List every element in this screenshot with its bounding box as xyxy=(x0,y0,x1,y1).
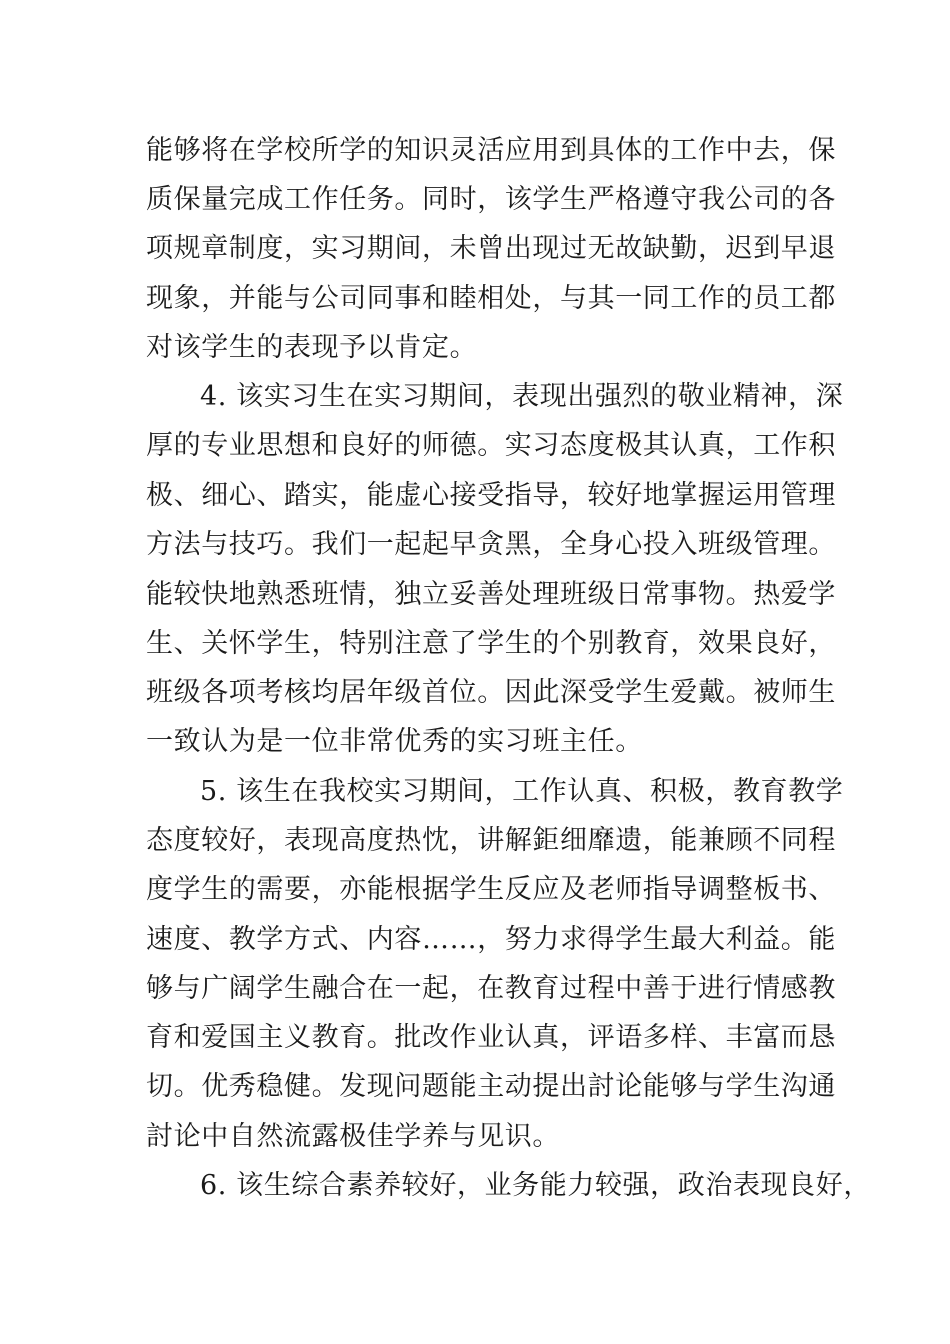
paragraph-6-start: 6. 该生综合素养较好，业务能力较强，政治表现良好， xyxy=(200,1170,871,1201)
text-line: 项规章制度，实习期间，未曾出现过无故缺勤，迟到早退 xyxy=(146,233,836,264)
text-line: 方法与技巧。我们一起起早贪黑，全身心投入班级管理。 xyxy=(146,529,836,560)
text-line: 速度、教学方式、内容……，努力求得学生最大利益。能 xyxy=(146,924,836,955)
text-line: 班级各项考核均居年级首位。因此深受学生爱戴。被师生 xyxy=(146,677,836,708)
text-line: 现象，并能与公司同事和睦相处，与其一同工作的员工都 xyxy=(146,283,836,314)
text-line: 能较快地熟悉班情，独立妥善处理班级日常事物。热爱学 xyxy=(146,579,836,610)
text-line: 态度较好，表现高度热忱，讲解鉅细靡遗，能兼顾不同程 xyxy=(146,825,836,856)
text-line: 厚的专业思想和良好的师德。实习态度极其认真，工作积 xyxy=(146,430,836,461)
text-line: 討论中自然流露极佳学养与见识。 xyxy=(146,1121,560,1152)
text-line: 对该学生的表现予以肯定。 xyxy=(146,332,478,363)
text-line: 育和爱国主义教育。批改作业认真，评语多样、丰富而恳 xyxy=(146,1022,836,1053)
text-line: 生、关怀学生，特别注意了学生的个别教育，效果良好， xyxy=(146,628,836,659)
text-line: 一致认为是一位非常优秀的实习班主任。 xyxy=(146,726,643,757)
paragraph-4-start: 4. 该实习生在实习期间，表现出强烈的敬业精神，深 xyxy=(200,381,844,412)
text-line: 能够将在学校所学的知识灵活应用到具体的工作中去，保 xyxy=(146,135,836,166)
text-line: 够与广阔学生融合在一起，在教育过程中善于进行情感教 xyxy=(146,973,836,1004)
text-line: 度学生的需要，亦能根据学生反应及老师指导调整板书、 xyxy=(146,874,836,905)
text-line: 极、细心、踏实，能虚心接受指导，较好地掌握运用管理 xyxy=(146,480,836,511)
text-line: 质保量完成工作任务。同时，该学生严格遵守我公司的各 xyxy=(146,184,836,215)
text-line: 切。优秀稳健。发现问题能主动提出討论能够与学生沟通 xyxy=(146,1071,836,1102)
paragraph-5-start: 5. 该生在我校实习期间，工作认真、积极，教育教学 xyxy=(200,776,844,807)
